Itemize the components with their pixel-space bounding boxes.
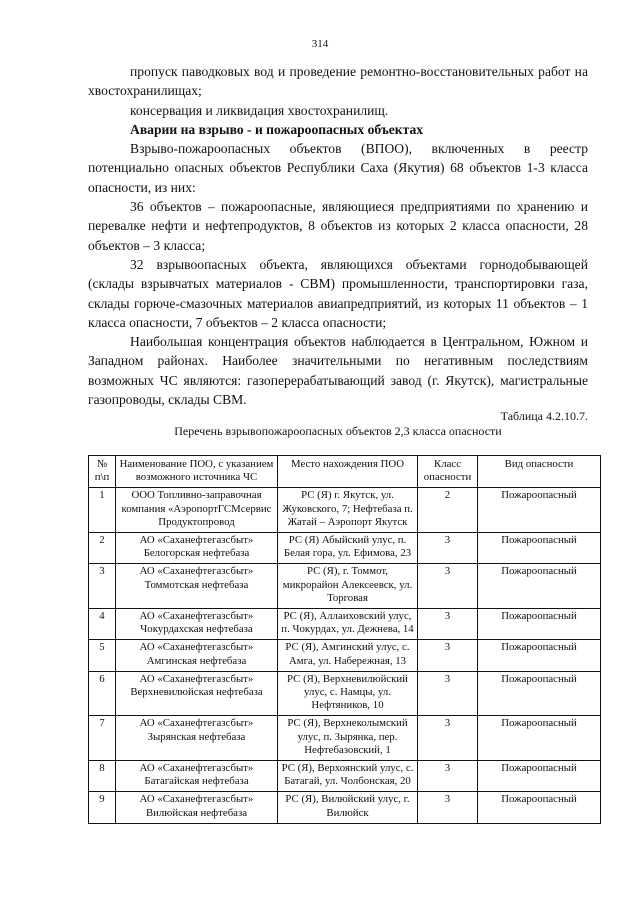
cell-number: 6 — [89, 671, 116, 716]
header-location: Место нахождения ПОО — [278, 456, 418, 488]
header-name: Наименование ПОО, с указанием возможного источника ЧС — [116, 456, 278, 488]
body-text — [88, 62, 588, 439]
cell-name: АО «Саханефтегазсбыт» Верхневилюйская нефтебаза — [116, 671, 278, 716]
cell-hazard-type: Пожароопасный — [478, 564, 601, 609]
cell-name: АО «Саханефтегазсбыт» Зырянская нефтебаза — [116, 716, 278, 761]
cell-class: 3 — [418, 640, 478, 671]
cell-number: 2 — [89, 533, 116, 564]
cell-number: 9 — [89, 792, 116, 823]
cell-class: 3 — [418, 671, 478, 716]
paragraph-5: 32 взрывоопасных объекта, являющихся объектами горнодобывающей (склады взрывчатых материалов - СВМ) промышленности, транспортировки газа, склады горюче-смазочных материалов авиапредприятий, из которых 11 объектов – 1 класса опасности, 7 объектов – 2 класса опасности; — [88, 256, 588, 330]
cell-hazard-type: Пожароопасный — [478, 533, 601, 564]
cell-class: 3 — [418, 533, 478, 564]
table-row — [89, 488, 601, 533]
paragraph-4: 36 объектов – пожароопасные, являющиеся предприятиями по хранению и перевалке нефти и нефтепродуктов, 8 объектов из которых 2 класса опасности, 28 объектов – 3 класса; — [88, 199, 588, 253]
cell-hazard-type: Пожароопасный — [478, 671, 601, 716]
cell-number: 1 — [89, 488, 116, 533]
table-row — [89, 609, 601, 640]
cell-class: 3 — [418, 609, 478, 640]
cell-class: 3 — [418, 761, 478, 792]
paragraph-1: пропуск паводковых вод и проведение ремонтно-восстановительных работ на хвостохранилищах; — [88, 64, 588, 99]
cell-location: РС (Я), Верхоянский улус, с. Батагай, ул. Чолбонская, 20 — [278, 761, 418, 792]
cell-number: 7 — [89, 716, 116, 761]
page-number: 314 — [311, 38, 329, 50]
cell-number: 3 — [89, 564, 116, 609]
cell-name: АО «Саханефтегазсбыт» Чокурдахская нефтебаза — [116, 609, 278, 640]
cell-class: 2 — [418, 488, 478, 533]
table-row — [89, 716, 601, 761]
cell-hazard-type: Пожароопасный — [478, 716, 601, 761]
paragraph-6: Наибольшая концентрация объектов наблюдается в Центральном, Южном и Западном районах. Наиболее значительными по негативным последствиям возможных ЧС являются: газоперерабатывающий завод (г. Якутск), магистральные газопроводы, склады СВМ. — [88, 334, 588, 408]
cell-location: РС (Я), Верхневилюйский улус, с. Намцы, ул. Нефтяников, 10 — [278, 671, 418, 716]
table-row — [89, 564, 601, 609]
cell-location: РС (Я), Амгинский улус, с. Амга, ул. Набережная, 13 — [278, 640, 418, 671]
cell-location: РС (Я), Вилюйский улус, г. Вилюйск — [278, 792, 418, 823]
section-heading: Аварии на взрыво - и пожароопасных объектах — [130, 121, 424, 137]
header-hazard-type: Вид опасности — [478, 456, 601, 488]
cell-number: 5 — [89, 640, 116, 671]
table-caption: Перечень взрывопожароопасных объектов 2,3 класса опасности — [174, 424, 502, 439]
cell-hazard-type: Пожароопасный — [478, 761, 601, 792]
cell-hazard-type: Пожароопасный — [478, 792, 601, 823]
cell-location: РС (Я) Абыйский улус, п. Белая гора, ул. Ефимова, 23 — [278, 533, 418, 564]
cell-location: РС (Я), г. Томмот, микрорайон Алексеевск, ул. Торговая — [278, 564, 418, 609]
cell-name: АО «Саханефтегазсбыт» Амгинская нефтебаза — [116, 640, 278, 671]
table-label: Таблица 4.2.10.7. — [500, 409, 588, 424]
header-number: № п\п — [89, 456, 116, 488]
table-row — [89, 761, 601, 792]
cell-class: 3 — [418, 792, 478, 823]
cell-hazard-type: Пожароопасный — [478, 640, 601, 671]
cell-name: АО «Саханефтегазсбыт» Белогорская нефтебаза — [116, 533, 278, 564]
cell-hazard-type: Пожароопасный — [478, 488, 601, 533]
cell-location: РС (Я), Верхнеколымский улус, п. Зырянка, пер. Нефтебазовский, 1 — [278, 716, 418, 761]
table-row — [89, 671, 601, 716]
cell-hazard-type: Пожароопасный — [478, 609, 601, 640]
cell-name: АО «Саханефтегазсбыт» Вилюйская нефтебаза — [116, 792, 278, 823]
cell-class: 3 — [418, 564, 478, 609]
paragraph-2: консервация и ликвидация хвостохранилищ. — [130, 102, 389, 118]
table-header-row — [89, 456, 601, 488]
cell-number: 8 — [89, 761, 116, 792]
cell-name: АО «Саханефтегазсбыт» Томмотская нефтебаза — [116, 564, 278, 609]
table-row — [89, 533, 601, 564]
paragraph-3: Взрыво-пожароопасных объектов (ВПОО), включенных в реестр потенциально опасных объектов Республики Саха (Якутия) 68 объектов 1-3 класса опасности, из них: — [88, 141, 588, 195]
cell-location: РС (Я) г. Якутск, ул. Жуковского, 7; Нефтебаза п. Жатай – Аэропорт Якутск — [278, 488, 418, 533]
objects-table — [88, 455, 601, 824]
cell-number: 4 — [89, 609, 116, 640]
table-row — [89, 640, 601, 671]
header-class: Класс опасности — [418, 456, 478, 488]
table-row — [89, 792, 601, 823]
cell-location: РС (Я), Аллаиховский улус, п. Чокурдах, ул. Дежнева, 14 — [278, 609, 418, 640]
cell-name: ООО Топливно-заправочная компания «АэропортГСМсервис Продуктопровод — [116, 488, 278, 533]
cell-name: АО «Саханефтегазсбыт» Батагайская нефтебаза — [116, 761, 278, 792]
cell-class: 3 — [418, 716, 478, 761]
